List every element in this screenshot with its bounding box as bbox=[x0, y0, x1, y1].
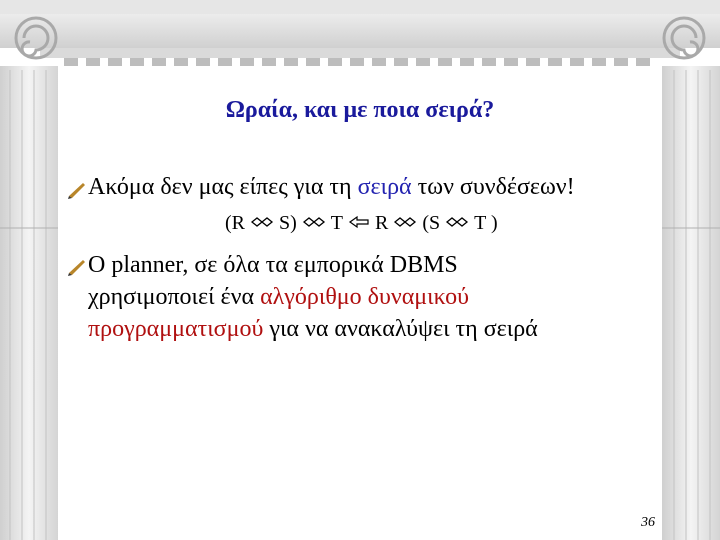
bullet-2-line-2 bbox=[88, 284, 469, 311]
expr-part-t2: T ) bbox=[474, 212, 498, 234]
bullet-1-text-start: Ακόμα δεν μας είπες για τη bbox=[88, 174, 358, 200]
page-number: 36 bbox=[641, 515, 655, 530]
slide-title: Ωραία, και με ποια σειρά? bbox=[225, 97, 495, 123]
join-symbol-icon bbox=[393, 215, 417, 229]
bullet-2-line-3 bbox=[88, 316, 538, 343]
implies-arrow-icon bbox=[348, 215, 370, 229]
bullet-2-line-3-end: για να ανακαλύψει τη σειρά bbox=[263, 316, 538, 342]
join-symbol-icon bbox=[445, 215, 469, 229]
bullet-1-text-end: των συνδέσεων! bbox=[411, 174, 575, 200]
bullet-2-line-2-start: χρησιμοποιεί ένα bbox=[88, 284, 261, 310]
join-symbol-icon bbox=[250, 215, 274, 229]
expr-part-s2: (S bbox=[422, 212, 441, 234]
expr-part-s: S) bbox=[279, 212, 297, 234]
expr-part-r: (R bbox=[225, 212, 245, 234]
bullet-2-line-1: Ο planner, σε όλα τα εμπορικά DBMS bbox=[88, 252, 458, 278]
bullet-2-highlight-1: αλγόριθμο δυναμικού bbox=[260, 284, 470, 310]
pen-bullet-icon bbox=[66, 255, 88, 277]
expr-part-t: T bbox=[330, 212, 344, 234]
bullet-1-highlight: σειρά bbox=[357, 174, 412, 200]
bullet-2-highlight-2: προγραμματισμού bbox=[88, 316, 264, 342]
join-symbol-icon bbox=[302, 215, 326, 229]
expr-part-r2: R bbox=[375, 212, 389, 234]
pen-bullet-icon bbox=[66, 178, 88, 200]
join-expression bbox=[225, 212, 498, 235]
bullet-1-text bbox=[88, 174, 575, 201]
